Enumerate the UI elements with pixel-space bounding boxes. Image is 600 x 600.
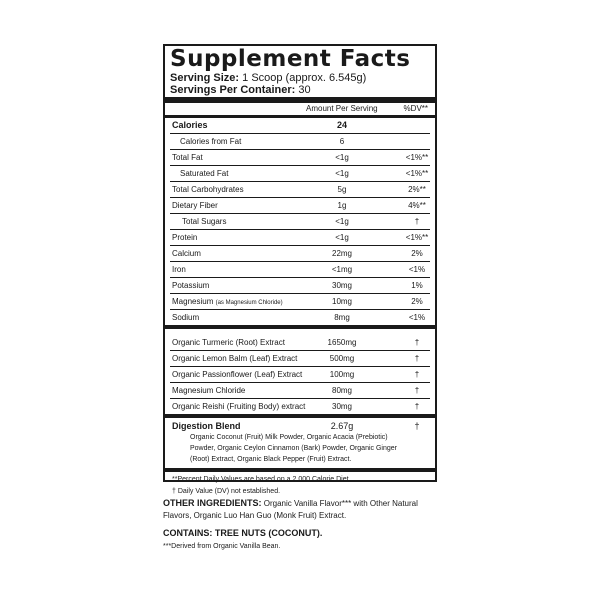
nutrient-name: Dietary Fiber bbox=[172, 201, 218, 210]
nutrient-dv: <1% bbox=[408, 313, 426, 322]
header-dv: %DV** bbox=[403, 104, 428, 113]
nutrient-dv: <1%** bbox=[405, 169, 429, 178]
nutrient-row bbox=[170, 166, 430, 182]
footnote-dv-not-established: † Daily Value (DV) not established. bbox=[172, 488, 281, 495]
nutrient-row bbox=[170, 278, 430, 294]
nutrient-amount: 24 bbox=[336, 120, 348, 130]
allergen-statement: CONTAINS: TREE NUTS (COCONUT). bbox=[163, 528, 323, 538]
nutrient-name-note: (as Magnesium Chloride) bbox=[215, 300, 283, 306]
nutrient-name: Magnesium bbox=[172, 297, 214, 306]
nutrient-amount: <1g bbox=[335, 153, 349, 162]
nutrient-name: Total Sugars bbox=[182, 217, 227, 226]
extract-amount: 80mg bbox=[331, 386, 353, 395]
blend-dv: † bbox=[414, 421, 420, 431]
blend-description: Organic Coconut (Fruit) Milk Powder, Organic Acacia (Prebiotic) Powder, Organic Ceylon Cinnamon (Bark) Powder, Organic Ginger (Root) Extract, Organic Black Pepper (Fruit) Extract. bbox=[190, 434, 397, 463]
nutrient-row bbox=[170, 150, 430, 166]
extract-row bbox=[170, 399, 430, 414]
derived-note: ***Derived from Organic Vanilla Bean. bbox=[163, 543, 281, 550]
other-ingredients-label: OTHER INGREDIENTS: bbox=[163, 498, 262, 508]
other-ingredients bbox=[163, 497, 438, 522]
nutrient-dv: † bbox=[414, 217, 420, 226]
nutrient-amount: 5g bbox=[337, 185, 347, 194]
extract-amount: 100mg bbox=[329, 370, 355, 379]
extract-name: Organic Passionflower (Leaf) Extract bbox=[172, 370, 303, 379]
nutrient-amount: 8mg bbox=[334, 313, 350, 322]
extract-name: Organic Reishi (Fruiting Body) extract bbox=[172, 402, 306, 411]
extract-dv: † bbox=[414, 386, 420, 395]
nutrient-row bbox=[170, 134, 430, 150]
nutrient-amount: 30mg bbox=[331, 281, 353, 290]
extract-name: Organic Lemon Balm (Leaf) Extract bbox=[172, 354, 298, 363]
blend-name: Digestion Blend bbox=[172, 421, 241, 431]
nutrient-dv: <1%** bbox=[405, 153, 429, 162]
column-header bbox=[170, 103, 430, 115]
serving-size-value: 1 Scoop (approx. 6.545g) bbox=[242, 72, 367, 84]
nutrient-name: Total Fat bbox=[172, 153, 203, 162]
nutrient-amount: <1g bbox=[335, 233, 349, 242]
header-amount: Amount Per Serving bbox=[306, 104, 378, 113]
nutrient-name-group bbox=[172, 294, 283, 311]
nutrient-name: Sodium bbox=[172, 313, 200, 322]
nutrient-dv: <1%** bbox=[405, 233, 429, 242]
nutrient-name: Saturated Fat bbox=[180, 169, 229, 178]
nutrient-dv: 1% bbox=[411, 281, 423, 290]
nutrient-name: Calories bbox=[172, 120, 208, 130]
extract-dv: † bbox=[414, 402, 420, 411]
nutrient-amount: <1g bbox=[335, 169, 349, 178]
servings-per-container bbox=[170, 84, 430, 96]
nutrient-row bbox=[170, 230, 430, 246]
nutrient-row bbox=[170, 214, 430, 230]
nutrient-name: Potassium bbox=[172, 281, 210, 290]
nutrient-row bbox=[170, 310, 430, 325]
extract-row bbox=[170, 383, 430, 399]
nutrient-name: Calcium bbox=[172, 249, 201, 258]
nutrient-dv: <1% bbox=[408, 265, 426, 274]
extract-amount: 500mg bbox=[329, 354, 355, 363]
panel-title: Supplement Facts bbox=[170, 46, 411, 72]
nutrient-dv: 2% bbox=[411, 297, 423, 306]
extract-row bbox=[170, 335, 430, 351]
nutrient-dv: 2% bbox=[411, 249, 423, 258]
extract-amount: 30mg bbox=[331, 402, 353, 411]
divider-section bbox=[165, 468, 435, 472]
extract-dv: † bbox=[414, 370, 420, 379]
nutrient-row bbox=[170, 294, 430, 310]
nutrient-name: Calories from Fat bbox=[180, 137, 242, 146]
other-ingredients-text: Organic Vanilla Flavor*** with Other Natural Flavors, Organic Luo Han Guo (Monk Fruit) Extract. bbox=[163, 499, 418, 520]
nutrient-row bbox=[170, 246, 430, 262]
extract-row bbox=[170, 351, 430, 367]
servings-value: 30 bbox=[298, 84, 311, 96]
extract-row bbox=[170, 367, 430, 383]
nutrient-row bbox=[170, 118, 430, 134]
extract-dv: † bbox=[414, 338, 420, 347]
nutrient-row bbox=[170, 262, 430, 278]
nutrient-name: Protein bbox=[172, 233, 198, 242]
extract-amount: 1650mg bbox=[327, 338, 357, 347]
serving-size-label: Serving Size: bbox=[170, 72, 240, 84]
nutrient-amount: <1g bbox=[335, 217, 349, 226]
extract-name: Magnesium Chloride bbox=[172, 386, 246, 395]
nutrient-dv: 2%** bbox=[408, 185, 426, 194]
nutrient-amount: 10mg bbox=[331, 297, 353, 306]
nutrient-dv: 4%** bbox=[408, 201, 426, 210]
extract-dv: † bbox=[414, 354, 420, 363]
serving-size bbox=[170, 72, 430, 84]
nutrient-row bbox=[170, 182, 430, 198]
footnotes bbox=[170, 474, 430, 498]
nutrient-amount: 1g bbox=[337, 201, 347, 210]
footnote-dv-basis: **Percent Daily Values are based on a 2,000 Calorie Diet. bbox=[172, 476, 351, 483]
extract-name: Organic Turmeric (Root) Extract bbox=[172, 338, 285, 347]
supplement-facts-panel bbox=[163, 44, 437, 495]
nutrient-amount: 6 bbox=[339, 137, 345, 146]
nutrient-amount: <1mg bbox=[331, 265, 353, 274]
servings-label: Servings Per Container: bbox=[170, 84, 296, 96]
digestion-blend bbox=[170, 418, 430, 465]
blend-amount: 2.67g bbox=[330, 421, 354, 431]
nutrient-row bbox=[170, 198, 430, 214]
blend-header bbox=[170, 420, 430, 432]
nutrient-name: Iron bbox=[172, 265, 186, 274]
nutrient-amount: 22mg bbox=[331, 249, 353, 258]
nutrient-name: Total Carbohydrates bbox=[172, 185, 244, 194]
